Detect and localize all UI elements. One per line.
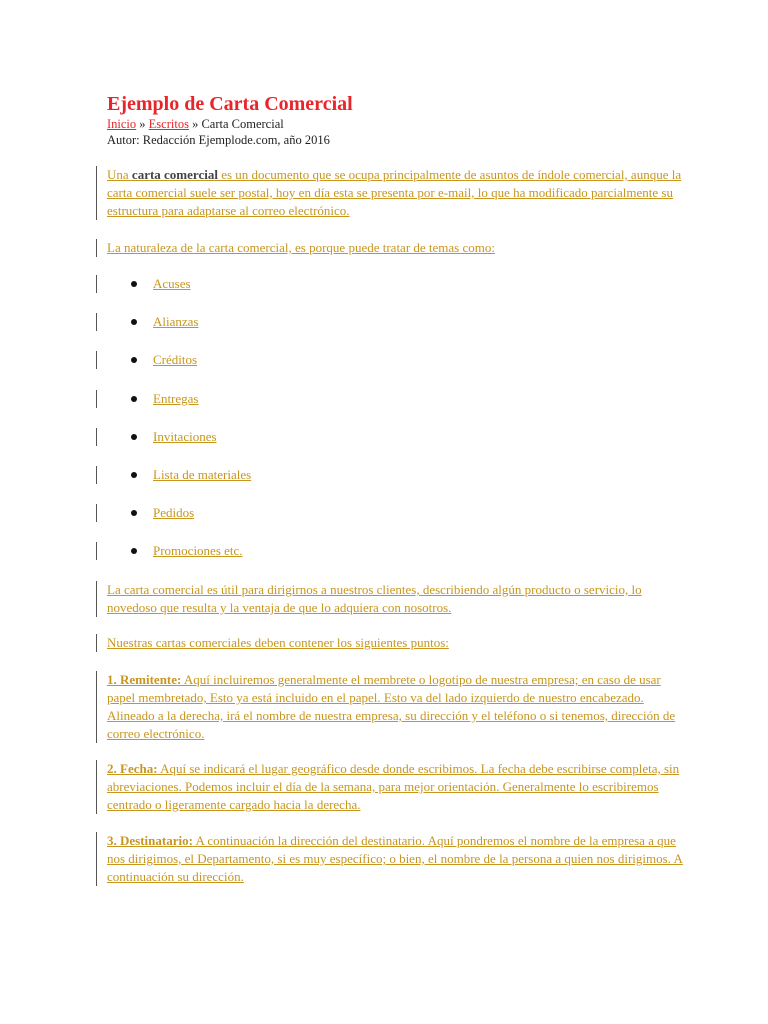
bullet-icon xyxy=(131,472,137,478)
bullet-icon xyxy=(131,357,137,363)
topics-intro-text: La naturaleza de la carta comercial, es porque puede tratar de temas como: xyxy=(107,240,495,255)
topic-link[interactable]: Lista de materiales xyxy=(153,467,252,482)
section-fecha xyxy=(96,760,687,814)
topics-intro-paragraph xyxy=(96,239,687,257)
page-title: Ejemplo de Carta Comercial xyxy=(107,93,353,115)
list-item xyxy=(96,466,397,484)
bullet-icon xyxy=(131,510,137,516)
topic-link[interactable]: Promociones etc. xyxy=(153,543,243,559)
bullet-icon xyxy=(131,548,137,554)
list-item xyxy=(96,428,397,446)
section-remitente-text: Aquí incluiremos generalmente el membrete o logotipo de nuestra empresa; en caso de usar papel membretado, Esto ya está incluido en el papel. Esto va del lado izquierdo de nuestro encabezado. Alineado a la derecha, irá el nombre de nuestra empresa, su dirección y el teléfono o si tenemos, dirección de correo electrónico. xyxy=(107,672,676,741)
topic-link[interactable]: Créditos xyxy=(153,352,198,368)
section-destinatario-text: A continuación la dirección del destinatario. Aquí pondremos el nombre de la empresa a que nos dirigimos, el Departamento, si es muy específico; o bien, el nombre de la persona a quien nos dirigimos. A continuación su dirección. xyxy=(107,833,683,884)
bullet-icon xyxy=(131,281,137,287)
list-item xyxy=(96,351,397,369)
list-item xyxy=(96,275,397,293)
list-item xyxy=(96,504,397,522)
points-intro-paragraph xyxy=(96,634,687,652)
breadcrumb-separator: » xyxy=(136,117,149,131)
section-remitente xyxy=(96,671,687,743)
section-fecha-label: 2. Fecha: xyxy=(107,761,158,776)
breadcrumb-section-link[interactable]: Escritos xyxy=(148,117,189,131)
topic-link[interactable]: Pedidos xyxy=(153,505,195,521)
bullet-icon xyxy=(131,434,137,440)
topic-link[interactable]: Acuses xyxy=(153,276,191,291)
intro-paragraph xyxy=(96,166,687,220)
author-line: Autor: Redacción Ejemplode.com, año 2016 xyxy=(107,133,330,147)
intro-text-rest: es un documento que se ocupa principalmente de asuntos de índole comercial, aunque la carta comercial suele ser postal, hoy en día esta se presenta por e-mail, lo que ha modificado parcialmente su estructura para adaptarse al correo electrónico. xyxy=(107,167,682,218)
list-item xyxy=(96,542,397,560)
section-destinatario-label: 3. Destinatario: xyxy=(107,833,193,848)
list-item xyxy=(96,390,397,408)
breadcrumb-home-link[interactable]: Inicio xyxy=(107,117,137,131)
intro-text-start: Una xyxy=(107,167,132,182)
breadcrumb-separator: » xyxy=(188,117,202,131)
section-destinatario xyxy=(96,832,687,886)
bullet-icon xyxy=(131,396,137,402)
topic-link[interactable]: Alianzas xyxy=(153,314,199,330)
bullet-icon xyxy=(131,319,137,325)
breadcrumb xyxy=(107,116,284,132)
points-intro-text: Nuestras cartas comerciales deben contener los siguientes puntos: xyxy=(107,635,449,650)
section-fecha-text: Aquí se indicará el lugar geográfico desde donde escribimos. La fecha debe escribirse completa, sin abreviaciones. Podemos incluir el día de la semana, para mejor orientación. Generalmente lo escribiremos centrado o ligeramente cargado hacia la derecha. xyxy=(107,761,680,812)
intro-bold-term: carta comercial xyxy=(131,167,218,182)
usefulness-paragraph xyxy=(96,581,687,617)
section-remitente-label: 1. Remitente: xyxy=(107,672,182,687)
topic-link[interactable]: Entregas xyxy=(153,390,199,406)
list-item xyxy=(96,313,397,331)
usefulness-text: La carta comercial es útil para dirigirnos a nuestros clientes, describiendo algún producto o servicio, lo novedoso que resulta y la ventaja de que lo adquiera con nosotros. xyxy=(107,582,642,615)
topic-link[interactable]: Invitaciones xyxy=(153,428,217,444)
breadcrumb-current: Carta Comercial xyxy=(201,117,284,131)
